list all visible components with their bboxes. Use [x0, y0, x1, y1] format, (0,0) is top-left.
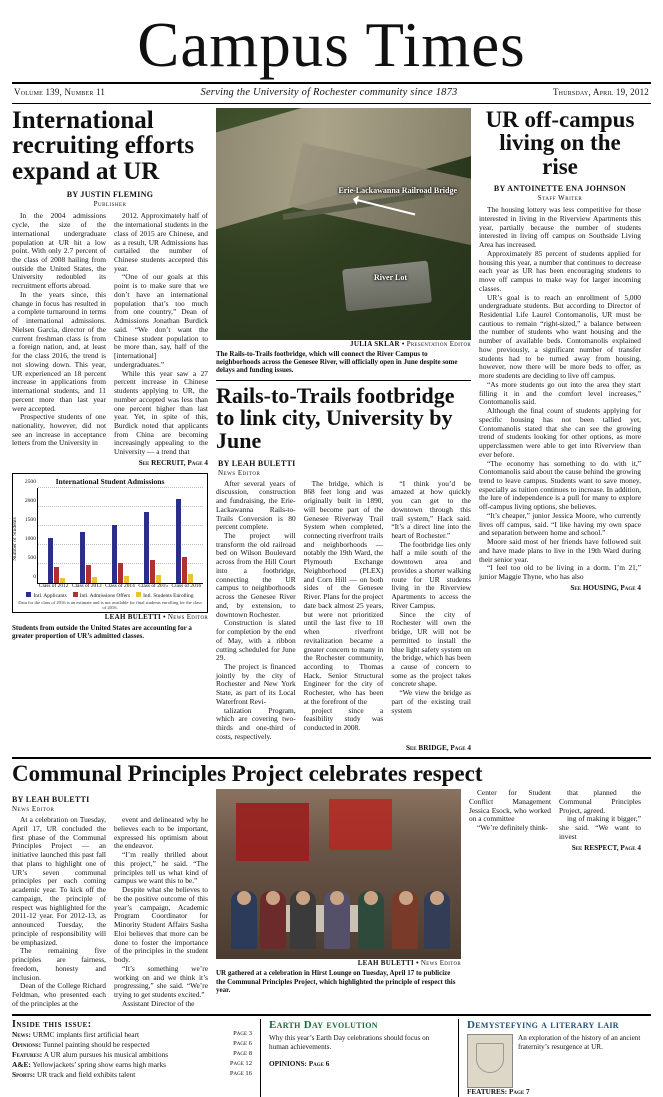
- chart-bar-group: [144, 488, 161, 583]
- top-section: [12, 108, 651, 752]
- paragraph: Although the final count of students applying for specific housing has not been tallied yet, Contomanolis stated that she can see the growing trend of students looking for other options, as more upperclassmen were able to get into Riverview than ever before.: [479, 406, 641, 459]
- chart-ytick: 1000: [24, 535, 36, 542]
- paragraph: Since the city of Rochester will own the bridge, UR will not be permitted to install the blue light safety system on the bridge, which has been a cause of concern to some as the project takes concrete shape.: [391, 609, 471, 689]
- legend-item: Intl. Admissions Offers: [73, 592, 130, 599]
- paragraph: Moore said most of her friends have followed suit and have made plans to live in the 19th Ward during their senior year.: [479, 537, 641, 564]
- paragraph: “The economy has something to do with it,” Contomanolis said about the cause behind the growing trend to leave campus. Students want to save money, especially as tuition continues to increase. In addition, the lure of independence is a pull for many to explore off-campus living options, she believes.: [479, 458, 641, 512]
- bottom-left-text: [12, 789, 208, 1008]
- bottom-photo-credit: LEAH BULETTI • News Editor: [357, 959, 461, 968]
- chart-xtick: Class of 2014: [105, 582, 135, 589]
- folio-volume: Volume 139, Number 11: [14, 86, 106, 97]
- chart-xticks: [37, 584, 203, 590]
- chart-bar-group: [112, 488, 129, 583]
- promo-pointer[interactable]: OPINIONS: Page 6: [269, 1059, 330, 1068]
- folio-date: Thursday, April 19, 2012: [552, 86, 649, 97]
- right-byline: BY ANTOINETTE ENA JOHNSON Staff Writer: [493, 184, 627, 203]
- paragraph: Assistant Director of the: [122, 998, 195, 1008]
- promo-pointer[interactable]: FEATURES: Page 7: [467, 1088, 530, 1097]
- paragraph: “I’m really thrilled about this project,” he said. “The principles tell us what kind of campus we want this to be.”: [114, 850, 208, 886]
- paragraph: At a celebration on Tuesday, April 17, UR concluded the first phase of the Communal Principles Project — an initiative launched this past fall that plans to highlight one of UR’s seven communal principles per each coming academic year. To kick off the campaign, the principle of respect was highlighted for the 2011-12 year. For 2012-13, as announced Tuesday, the principle of responsibility will be emphasized.: [12, 815, 106, 947]
- bottom-photo-block: [216, 789, 461, 1008]
- chart-bar-group: [80, 488, 97, 583]
- chart-caption: Students from outside the United States are accounting for a greater proportion of UR’s admitted classes.: [12, 623, 192, 640]
- legend-item: Intl. Applicants: [26, 592, 66, 599]
- aerial-photo: [216, 108, 471, 340]
- lead-left-jumpline[interactable]: See RECRUIT, Page 4: [138, 458, 208, 467]
- photo-label-bridge: Erie-Lackawanna Railroad Bridge: [338, 185, 457, 195]
- masthead: [12, 10, 651, 80]
- inside-index: [12, 1019, 252, 1097]
- international-admissions-chart: [12, 473, 208, 613]
- promo-body: An exploration of the history of an ancient fraternity’s resurgence at UR.: [518, 1034, 641, 1052]
- chart-bar-group: [176, 488, 193, 583]
- inside-title: Inside this issue:: [12, 1019, 92, 1031]
- paragraph: Center for Student Conflict Management Jessica Esock, who worked on a committee: [469, 788, 551, 824]
- paragraph: The housing lottery was less competitive for those interested in living in the Riverview Apartments this year, partially because the number of students interested in living off campus on Southside Living Area has increased.: [479, 205, 641, 250]
- inside-row[interactable]: Features: A UR alum pursues his musical ambitions Page 8: [12, 1050, 252, 1060]
- inside-promo-earth-day[interactable]: [260, 1019, 450, 1097]
- chart-credit: LEAH BULETTI • News Editor: [104, 612, 208, 621]
- chart-xtick: Class of 2016: [171, 582, 202, 589]
- celebration-photo: [216, 789, 461, 959]
- chart-bars: [38, 488, 203, 583]
- paragraph: The footbridge lies only half a mile south of the downtown area and provides a shorter walking route for UR students living in the Riverview Apartments to access the River Campus.: [391, 539, 471, 610]
- crest-icon: [467, 1034, 513, 1088]
- folio-bar: [12, 84, 651, 101]
- inside-this-issue: [12, 1014, 651, 1097]
- inside-row[interactable]: Opinions: Tunnel painting should be respected Page 6: [12, 1040, 252, 1050]
- inside-row[interactable]: Sports: UR track and field exhibits talent Page 16: [12, 1070, 252, 1080]
- paragraph: “One of our goals at this point is to make sure that we don’t have an international population that’s too much from one country,” Dean of Admissions Jonathan Burdick said. “We don’t want the Chinese student population to be more than, say, half of the [international] undergraduates.”: [114, 272, 208, 369]
- promo-title: Earth Day evolution: [269, 1019, 378, 1032]
- paragraph: event and delineated why he believes each to be important, expressed his optimism about the endeavor.: [114, 815, 208, 851]
- paragraph: “We view the bridge as part of the existing trail system: [391, 688, 471, 715]
- center-package: [216, 108, 471, 752]
- paragraph: that planned the Communal Principles Project, agreed.: [559, 788, 641, 815]
- promo-title: Demystefying a literary lair: [467, 1019, 619, 1032]
- photo-label-river-lot: River Lot: [374, 272, 407, 282]
- paragraph: The project is financed jointly by the city of Rochester and New York State, as part of its Local Waterfront Revi-: [216, 661, 296, 706]
- divider: [216, 380, 471, 381]
- paragraph: “As more students go out into the area they start filling it in and the comfort level increases,” Contomanolis said.: [479, 379, 641, 407]
- center-byline: BY LEAH BULETTI News Editor: [218, 458, 296, 477]
- paragraph: “We’re definitely think-: [477, 823, 548, 833]
- folio-rule: [12, 103, 651, 104]
- paragraph: “I think you’d be amazed at how quickly you can get to the downtown through this trail system,” Hack said. “It’s a direct line into the heart of Rochester.”: [391, 478, 471, 540]
- lead-left-byline-role: Publisher: [93, 200, 127, 209]
- paragraph: Approximately 85 percent of students applied for housing this year, a number that continues to decrease each year as UR has been encouraging students to move off campus to make way for larger incoming classes.: [479, 248, 641, 293]
- paragraph: In the years since, this change in focus has resulted in a complete turnaround in terms of international admissions. Nielsen Garcia, director of the current freshman class is from a foreign nation, and, at least for the class 2016, the trend is not slowing down. This year, UR experienced an 18 percent increase in applications from international students, and 11 percent more than last year were accepted.: [12, 289, 106, 413]
- inside-row[interactable]: News: URMC implants first artificial heart Page 3: [12, 1030, 252, 1040]
- paragraph: project since a feasibility study was conducted in 2008.: [303, 705, 384, 733]
- chart-ytick: 0: [33, 573, 36, 580]
- paragraph: The remaining five principles are fairness, freedom, honesty and inclusion.: [12, 946, 106, 982]
- lead-left-headline: International recruiting efforts expand at UR: [12, 106, 195, 185]
- paper-title-campus: Campus: [137, 10, 350, 80]
- paragraph: Prospective students of one nationality, however, did not see an increase in acceptance letters from the University in: [12, 412, 106, 448]
- paragraph: In the 2004 admissions cycle, the size of the international undergraduate population at UR hit a low point. With only 2.7 percent of the class of 2008 hailing from outside the United States, the University redoubled its recruitment efforts abroad.: [12, 211, 106, 291]
- inside-row[interactable]: A&E: Yellowjackets’ spring show earns high marks Page 12: [12, 1060, 252, 1070]
- right-text: [479, 206, 641, 582]
- lead-left-byline-name: BY JUSTIN FLEMING: [66, 190, 154, 200]
- bottom-jumpline[interactable]: See RESPECT, Page 4: [571, 843, 641, 852]
- paper-title-times: Times: [365, 10, 526, 80]
- paragraph: UR’s goal is to reach an enrollment of 5,000 undergraduate students. But according to Director of Residential Life Laurel Contomanolis, UR must be cautious to remain “right-sized,” a balance between the number of students who want housing and the number of available beds. Contomanolis explained how previously, a significant number of transfer students had to be turned away from housing, however, now there will be more beds to offer, as more students are deciding to live off campus.: [479, 292, 641, 381]
- folio-tagline: Serving the University of Rochester community since 1873: [200, 86, 458, 98]
- lead-left-story: [12, 108, 208, 752]
- right-jumpline[interactable]: See HOUSING, Page 4: [570, 583, 641, 592]
- chart-xtick: Class of 2013: [71, 582, 102, 589]
- bottom-section: [12, 789, 651, 1008]
- center-text: [216, 480, 471, 742]
- paragraph: “It’s something we’re working on and we think it’s progressing,” she said. “We’re trying to get students excited.”: [114, 963, 208, 999]
- chart-bar-group: [48, 488, 65, 583]
- paper-title: [12, 10, 651, 80]
- chart-ytick: 2500: [24, 478, 36, 485]
- aerial-photo-credit: JULIA SKLAR • Presentation Editor: [350, 339, 471, 348]
- bottom-photo-caption: UR gathered at a celebration in Hirst Lounge on Tuesday, April 17 to publicize the Communal Principles Project, which highlighted the principle of respect this year.: [216, 969, 456, 994]
- chart-xtick: Class of 2015: [138, 582, 168, 589]
- aerial-photo-caption: The Rails-to-Trails footbridge, which will connect the River Campus to neighborhoods across the Genesee River, will officially open in June despite some delays and funding issues.: [216, 349, 458, 375]
- chart-note: Data for the class of 2016 is an estimate and is not available for final students enrolling for the class of 2016.: [18, 599, 202, 610]
- bottom-right-text: [469, 789, 641, 1008]
- center-headline: Rails-to-Trails footbridge to link city, University by June: [216, 382, 455, 453]
- paragraph: talization Program, which are covering two-thirds and one-third of costs, respectively.: [216, 705, 296, 741]
- legend-item: Intl. Students Enrolling: [136, 592, 193, 599]
- paragraph: After several years of discussion, construction and fundraising, the Erie-Lackawanna Rails-to-Trails Conversion is 80 percent complete.: [216, 478, 296, 532]
- lead-left-byline: [12, 190, 208, 208]
- paragraph: The project will transform the old railroad bed on Wilson Boulevard across from the Hill Court into a footbridge, connecting the UR campus to neighborhoods across the Genesee River and, by extension, to downtown Rochester.: [216, 530, 296, 619]
- chart-ytick: 500: [27, 554, 36, 561]
- paragraph: Construction is slated for completion by the end of May, with a ribbon cutting scheduled for June 29.: [216, 618, 296, 663]
- chart-legend: [17, 592, 203, 599]
- chart-title: International Student Admissions: [55, 476, 165, 486]
- paragraph: The bridge, which is 868 feet long and was originally built in 1890, will become part of the Genesee Riverway Trail System when completed, connecting riverfront trails and neighborhoods — notably the 19th Ward, the Plymouth Exchange Neighborhood (PLEX) and Corn Hill — on both sides of the Genesee River. Plans for the project date back almost 25 years, but were not prioritized until the last five to 10 when riverfront revitalization became a greater concern to many in the Rochester community, according to Thomas Hack, Senior Structural Engineer for the city of Rochester, who has been at the forefront of the: [303, 478, 384, 706]
- chart-ylabel: Number of Students: [12, 517, 18, 561]
- right-story: [479, 108, 641, 752]
- chart-ytick: 1500: [24, 516, 36, 523]
- right-headline: UR off-campus living on the rise: [485, 106, 635, 179]
- paragraph: ing of making it bigger,” she said. “We want to invest: [559, 814, 641, 841]
- chart-ytick: 2000: [24, 497, 36, 504]
- photo-banner-left: [236, 803, 310, 861]
- photo-banner-right: [329, 799, 393, 850]
- divider-bottom: [12, 757, 651, 759]
- bottom-headline: Communal Principles Project celebrates respect: [12, 760, 483, 786]
- parking-lot-shape: [342, 261, 432, 312]
- paragraph: While this year saw a 27 percent increase in Chinese students applying to UR, the number accepted was less than one percent higher than last year. Yet, in spite of this, Burdick noted that applicants from China are becoming increasingly appealing to the University — a trend that: [114, 368, 208, 457]
- paragraph: “I feel too old to be living in a dorm. I’m 21,” junior Maggie Thyne, who has also: [479, 563, 641, 582]
- paragraph: Dean of the College Richard Feldman, who presented each of the principles at the: [12, 981, 106, 1008]
- lead-left-text: [12, 212, 208, 457]
- chart-xtick: Class of 2012: [38, 582, 69, 589]
- paragraph: “It’s cheaper,” junior Jessica Moore, who currently lives off campus, said. “I like having my own space and separation between home and school.”: [479, 510, 641, 538]
- bottom-byline: BY LEAH BULETTI News Editor: [12, 795, 90, 814]
- paragraph: Despite what she believes to be the positive outcome of this year’s campaign, Academic Program Coordinator for Minority Student Affairs Sasha Eloi believes that more can be done to foster the importance of the principles in the student body.: [114, 885, 208, 965]
- paragraph: 2012. Approximately half of the international students in the class of 2015 are Chinese, and as a result, UR Admissions has curtailed the number of Chinese students accepted this year.: [114, 211, 208, 273]
- promo-body: Why this year’s Earth Day celebrations should focus on human achievements.: [269, 1034, 430, 1052]
- inside-promo-literary-lair[interactable]: [458, 1019, 643, 1097]
- center-jumpline[interactable]: See BRIDGE, Page 4: [405, 743, 471, 752]
